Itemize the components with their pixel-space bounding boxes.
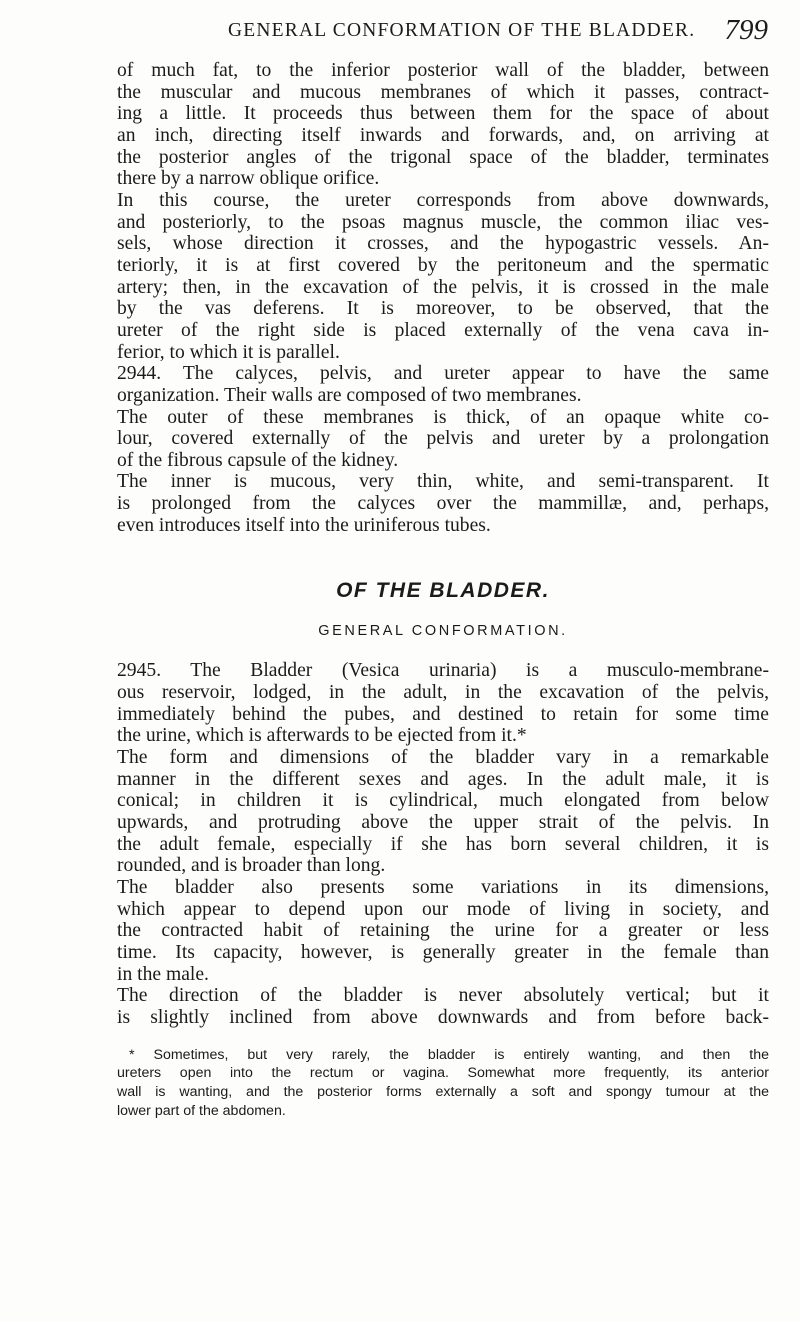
- text-line: is prolonged from the calyces over the mammillæ, and, perhaps,: [117, 493, 769, 515]
- footnote-line: ureters open into the rectum or vagina. Somewhat more frequently, its anterior: [117, 1065, 769, 1082]
- text-line: immediately behind the pubes, and destined to retain for some time: [117, 703, 769, 725]
- text-line: an inch, directing itself inwards and forwards, and, on arriving at: [117, 124, 769, 146]
- text-line: teriorly, it is at first covered by the peritoneum and the spermatic: [117, 254, 769, 276]
- text-line: manner in the different sexes and ages. In the adult male, it is: [117, 768, 769, 790]
- paragraph-ureter-relations: [117, 190, 769, 363]
- text-line: sels, whose direction it crosses, and the hypogastric vessels. An-: [117, 233, 769, 255]
- text-line: in the male.: [117, 963, 209, 985]
- text-line: by the vas deferens. It is moreover, to be observed, that the: [117, 298, 769, 320]
- footnote-line: lower part of the abdomen.: [117, 1102, 286, 1119]
- paragraph-2945: [117, 660, 769, 747]
- text-line: organization. Their walls are composed of two membranes.: [117, 384, 582, 406]
- text-line: The outer of these membranes is thick, of an opaque white co-: [117, 406, 769, 428]
- section-title: OF THE BLADDER.: [336, 579, 550, 603]
- paragraph-variations: [117, 877, 769, 985]
- text-line: conical; in children it is cylindrical, much elongated from below: [117, 790, 769, 812]
- footnote-line: * Sometimes, but very rarely, the bladder is entirely wanting, and then the: [129, 1046, 769, 1063]
- running-head: [228, 14, 768, 54]
- text-line: The inner is mucous, very thin, white, and semi-transparent. It: [117, 471, 769, 493]
- text-line: time. Its capacity, however, is generally greater in the female than: [117, 941, 769, 963]
- text-line: The form and dimensions of the bladder vary in a remarkable: [117, 747, 769, 769]
- text-line: rounded, and is broader than long.: [117, 855, 386, 877]
- text-line: lour, covered externally of the pelvis and ureter by a prolongation: [117, 428, 769, 450]
- paragraph-inner-membrane: [117, 471, 769, 536]
- text-line: upwards, and protruding above the upper strait of the pelvis. In: [117, 812, 769, 834]
- text-line: the urine, which is afterwards to be ejected from it.*: [117, 725, 527, 747]
- text-line: 2944. The calyces, pelvis, and ureter appear to have the same: [117, 363, 769, 385]
- text-line: there by a narrow oblique orifice.: [117, 168, 380, 190]
- body-text: [117, 60, 769, 1121]
- text-line: which appear to depend upon our mode of living in society, and: [117, 898, 769, 920]
- paragraph-direction: [117, 985, 769, 1028]
- text-line: and posteriorly, to the psoas magnus muscle, the common iliac ves-: [117, 211, 769, 233]
- text-line: the adult female, especially if she has born several children, it is: [117, 833, 769, 855]
- running-title: GENERAL CONFORMATION OF THE BLADDER.: [228, 20, 696, 41]
- text-line: even introduces itself into the uriniferous tubes.: [117, 514, 491, 536]
- footnote: [117, 1046, 769, 1121]
- text-line: The direction of the bladder is never absolutely vertical; but it: [117, 985, 769, 1007]
- text-line: of much fat, to the inferior posterior wall of the bladder, between: [117, 60, 769, 81]
- text-line: the posterior angles of the trigonal space of the bladder, terminates: [117, 146, 769, 168]
- text-line: ing a little. It proceeds thus between them for the space of about: [117, 103, 769, 125]
- page-number: 799: [724, 14, 768, 46]
- text-line: ureter of the right side is placed externally of the vena cava in-: [117, 319, 769, 341]
- paragraph-form-dimensions: [117, 747, 769, 877]
- paragraph-ureter-course-end: [117, 60, 769, 190]
- footnote-line: wall is wanting, and the posterior forms externally a soft and spongy tumour at the: [117, 1084, 769, 1101]
- text-line: the contracted habit of retaining the urine for a greater or less: [117, 920, 769, 942]
- paragraph-outer-membrane: [117, 407, 769, 472]
- paragraph-2944: [117, 363, 769, 406]
- text-line: ous reservoir, lodged, in the adult, in the excavation of the pelvis,: [117, 682, 769, 704]
- text-line: 2945. The Bladder (Vesica urinaria) is a musculo-membrane-: [117, 660, 769, 682]
- text-line: ferior, to which it is parallel.: [117, 341, 340, 363]
- text-line: In this course, the ureter corresponds from above downwards,: [117, 189, 769, 211]
- subsection-title: GENERAL CONFORMATION.: [318, 623, 568, 640]
- spacer: [117, 644, 769, 660]
- text-line: artery; then, in the excavation of the pelvis, it is crossed in the male: [117, 276, 769, 298]
- text-line: of the fibrous capsule of the kidney.: [117, 449, 399, 471]
- text-line: The bladder also presents some variations in its dimensions,: [117, 877, 769, 898]
- text-line: is slightly inclined from above downwards and from before back-: [117, 1006, 769, 1028]
- text-line: the muscular and mucous membranes of which it passes, contract-: [117, 81, 769, 103]
